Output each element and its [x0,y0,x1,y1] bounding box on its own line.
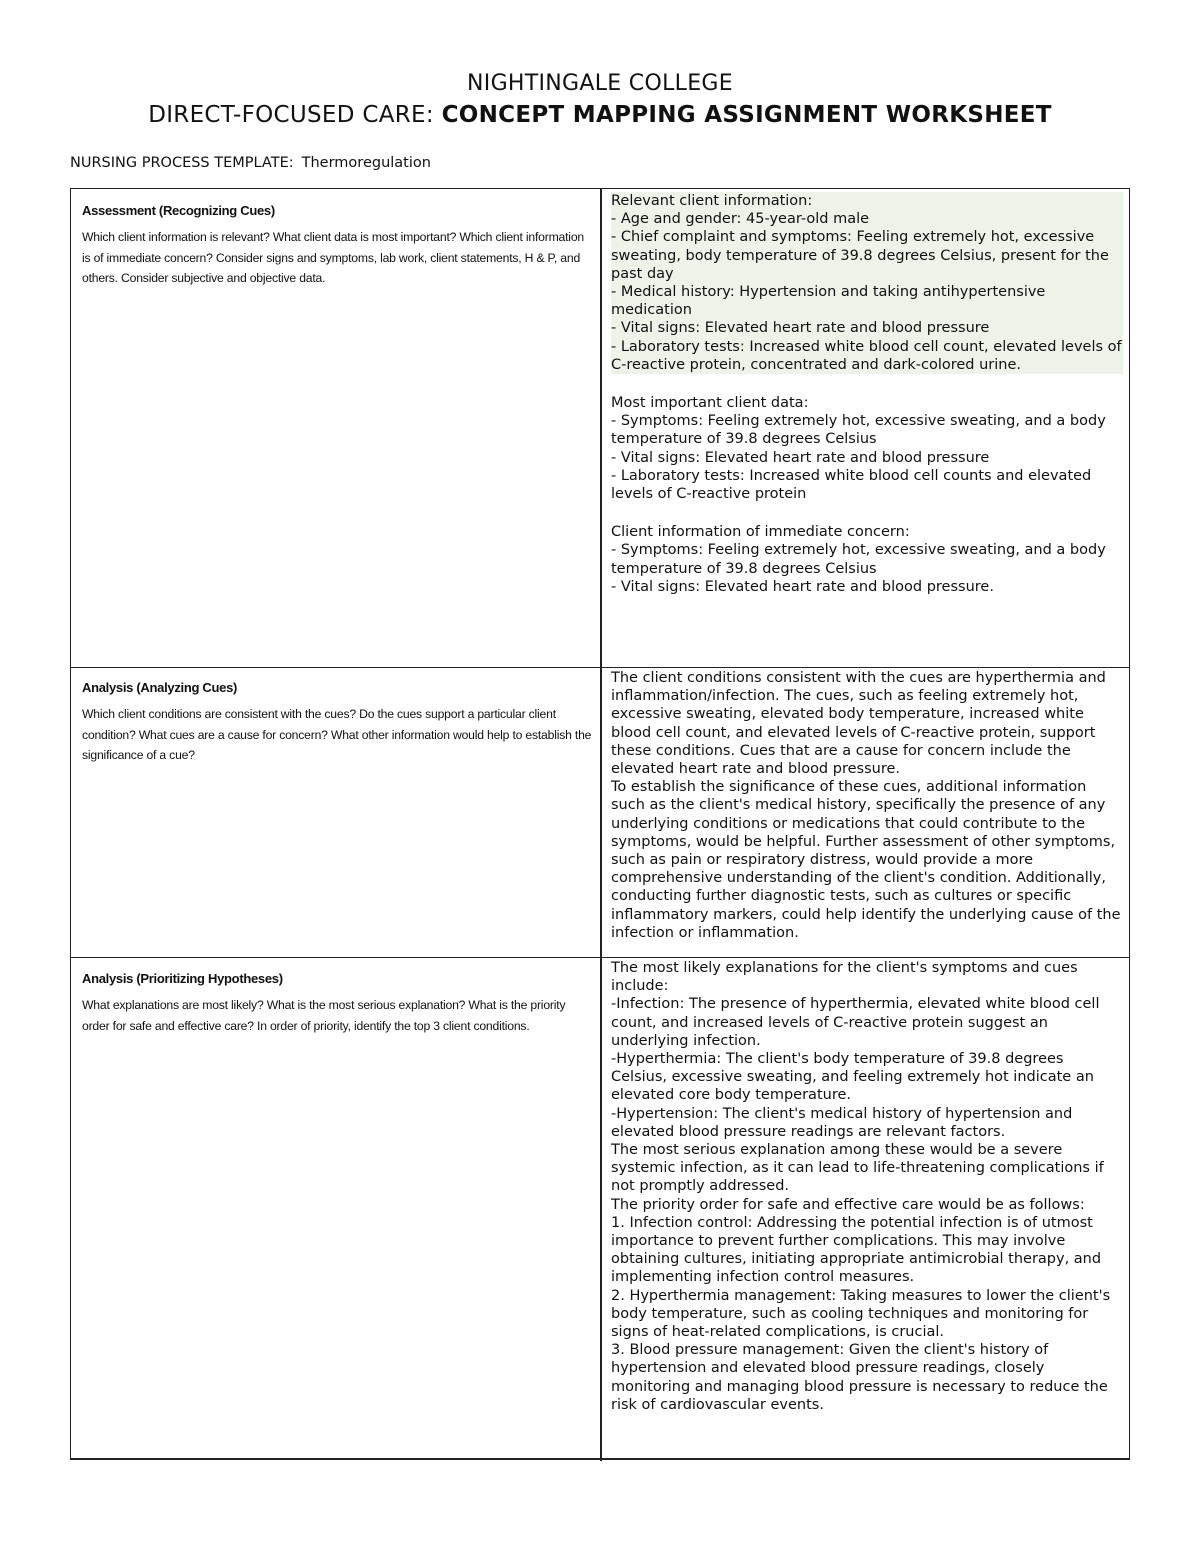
prioritizing-paragraph: 2. Hyperthermia management: Taking measures to lower the client's body temperature, such as cooling techniques and monitoring for signs of heat-related complications, is crucial. [611,1287,1111,1341]
assessment-row [71,189,1129,668]
template-label: NURSING PROCESS TEMPLATE: [70,155,294,171]
prioritizing-heading: Analysis (Prioritizing Hypotheses) [82,971,283,986]
analyzing-cues-row [71,668,1129,958]
immediate-concern-header: Client information of immediate concern: [611,524,910,541]
prioritizing-paragraph: The priority order for safe and effective care would be as follows: [611,1196,1085,1213]
analyzing-heading: Analysis (Analyzing Cues) [82,680,238,695]
worksheet-title-bold: CONCEPT MAPPING ASSIGNMENT WORKSHEET [441,102,1052,128]
assessment-prompt: Which client information is relevant? What client data is most important? Which client information is of immediate concern? Consider signs and symptoms, lab work, client statements, H & P, and others. Consider subjective and objective data. [82,230,584,285]
analyzing-answer-cell [611,669,1123,942]
worksheet-title-prefix: DIRECT-FOCUSED CARE: [148,102,442,128]
template-value: Thermoregulation [301,155,431,171]
relevant-info-item: - Medical history: Hypertension and taking antihypertensive medication [611,284,1046,319]
prioritizing-paragraph: The most serious explanation among these would be a severe systemic infection, as it can lead to life-threatening complications if not promptly addressed. [611,1142,1104,1195]
prioritizing-paragraph: 3. Blood pressure management: Given the client's history of hypertension and elevated blood pressure readings, closely monitoring and managing blood pressure is necessary to reduce the risk of cardiovascular events. [611,1342,1108,1413]
analyzing-prompt: Which client conditions are consistent with the cues? Do the cues support a particular client condition? What cues are a cause for concern? What other information would help to establish the significance of a cue? [82,707,592,762]
assessment-prompt-cell [82,203,594,289]
prioritizing-paragraph: -Hyperthermia: The client's body temperature of 39.8 degrees Celsius, excessive sweating, and feeling extremely hot indicate an elevated core body temperature. [611,1051,1094,1104]
important-data-item: - Laboratory tests: Increased white blood cell counts and elevated levels of C-reactive protein [611,467,1092,503]
important-data-item: - Vital signs: Elevated heart rate and blood pressure [611,449,990,466]
important-data-header: Most important client data: [611,395,809,412]
analyzing-paragraph: To establish the significance of these cues, additional information such as the client's medical history, specifically the presence of any underlying conditions or medications that could contribute to the symptoms, would be helpful. Further assessment of other symptoms, such as pain or respiratory distress, would provide a more comprehensive understanding of the client's condition. Additionally, conducting further diagnostic tests, such as cultures or specific inflammatory markers, could help identify the underlying cause of the infection or inflammation. [611,779,1121,941]
worksheet-title [0,102,1200,128]
relevant-info-header: Relevant client information: [611,193,813,209]
prioritizing-paragraph: -Infection: The presence of hyperthermia, elevated white blood cell count, and increased levels of C-reactive protein suggest an underlying infection. [611,996,1100,1049]
immediate-concern-item: - Symptoms: Feeling extremely hot, excessive sweating, and a body temperature of 39.8 degrees Celsius [611,542,1106,577]
prioritizing-row [71,958,1129,1461]
analyzing-prompt-cell [82,680,594,766]
column-divider [600,189,602,667]
relevant-info-item: - Age and gender: 45-year-old male [611,211,870,228]
worksheet-table [70,188,1130,1460]
template-line [70,155,431,171]
prioritizing-paragraph: The most likely explanations for the client's symptoms and cues include: [611,960,1078,995]
analyzing-paragraph: The client conditions consistent with the cues are hyperthermia and inflammation/infection. The cues, such as feeling extremely hot, excessive sweating, elevated body temperature, increased white blood cell count, and elevated levels of C-reactive protein, support these conditions. Cues that are a cause for concern include the elevated heart rate and blood pressure. [611,670,1106,778]
assessment-answer-cell [611,192,1123,596]
relevant-info-item: - Laboratory tests: Increased white blood cell count, elevated levels of C-reactive protein, concentrated and dark-colored urine. [611,338,1122,373]
immediate-concern-item: - Vital signs: Elevated heart rate and blood pressure. [611,578,994,595]
prioritizing-answer-cell [611,959,1123,1414]
relevant-info-item: - Vital signs: Elevated heart rate and blood pressure [611,320,990,337]
prioritizing-paragraph: 1. Infection control: Addressing the potential infection is of utmost importance to prevent further complications. This may involve obtaining cultures, initiating appropriate antimicrobial therapy, and implementing infection control measures. [611,1214,1102,1286]
college-title: NIGHTINGALE COLLEGE [467,71,733,96]
prioritizing-paragraph: -Hypertension: The client's medical history of hypertension and elevated blood pressure readings are relevant factors. [611,1105,1073,1140]
relevant-info-item: - Chief complaint and symptoms: Feeling extremely hot, excessive sweating, body temperature of 39.8 degrees Celsius, present for the past day [611,229,1109,282]
table-bottom-border [70,1458,1130,1460]
column-divider [600,958,602,1461]
prioritizing-prompt-cell [82,971,594,1036]
column-divider [600,668,602,957]
prioritizing-prompt: What explanations are most likely? What is the most serious explanation? What is the priority order for safe and effective care? In order of priority, identify the top 3 client conditions. [82,998,566,1033]
important-data-item: - Symptoms: Feeling extremely hot, excessive sweating, and a body temperature of 39.8 degrees Celsius [611,413,1106,448]
relevant-info-block [611,192,1123,374]
assessment-heading: Assessment (Recognizing Cues) [82,203,275,218]
